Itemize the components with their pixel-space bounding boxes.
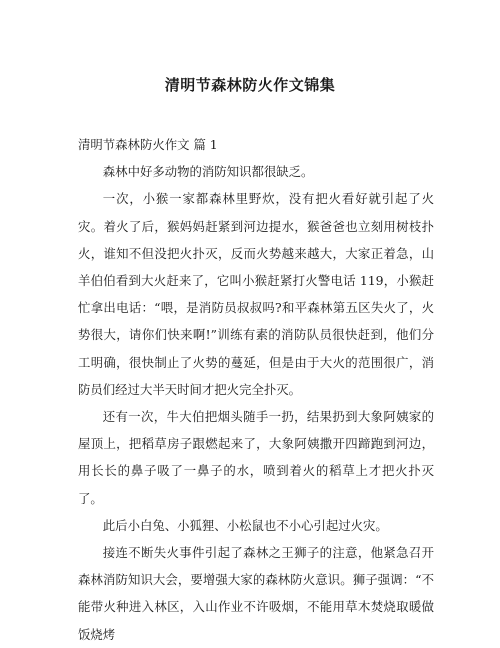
paragraph: 森林中好多动物的消防知识都很缺乏。 <box>102 164 314 180</box>
document-title: 清明节森林防火作文锦集 <box>164 76 336 94</box>
paragraph: 接连不断失火事件引起了森林之王狮子的注意，他紧急召开森林消防知识大会，要增强大家的森林防火意识。狮子强调：“不能带火种进入林区，入山作业不许吸烟，不能用草木焚烧取暖做饭烧烤 <box>78 545 434 642</box>
document-body <box>78 131 434 648</box>
paragraph: 此后小白兔、小狐狸、小松鼠也不小心引起过火灾。 <box>102 517 388 533</box>
paragraph: 一次，小猴一家都森林里野炊，没有把火看好就引起了火灾。着火了后，猴妈妈赶紧到河边提水，猴爸爸也立刻用树枝扑火，谁知不但没把火扑灭，反而火势越来越大，大家正着急，山羊伯伯看到大火赶来了，它叫小猴赶紧打火警电话 119，小猴赶忙拿出电话：“喂，是消防员叔叔吗?和平森林第五区失火了，火势很大，请你们快来啊!”训练有素的消防队员很快赶到，他们分工明确，很快制止了火势的蔓延，但是由于大火的范围很广，消防员们经过大半天时间才把火完全扑灭。 <box>78 191 434 397</box>
section-heading: 清明节森林防火作文 篇 1 <box>78 137 218 152</box>
paragraph: 还有一次，牛大伯把烟头随手一扔，结果扔到大象阿姨家的屋顶上，把稻草房子跟燃起来了，大象阿姨撒开四蹄跑到河边，用长长的鼻子吸了一鼻子的水，喷到着火的稻草上才把火扑灭了。 <box>78 409 434 506</box>
